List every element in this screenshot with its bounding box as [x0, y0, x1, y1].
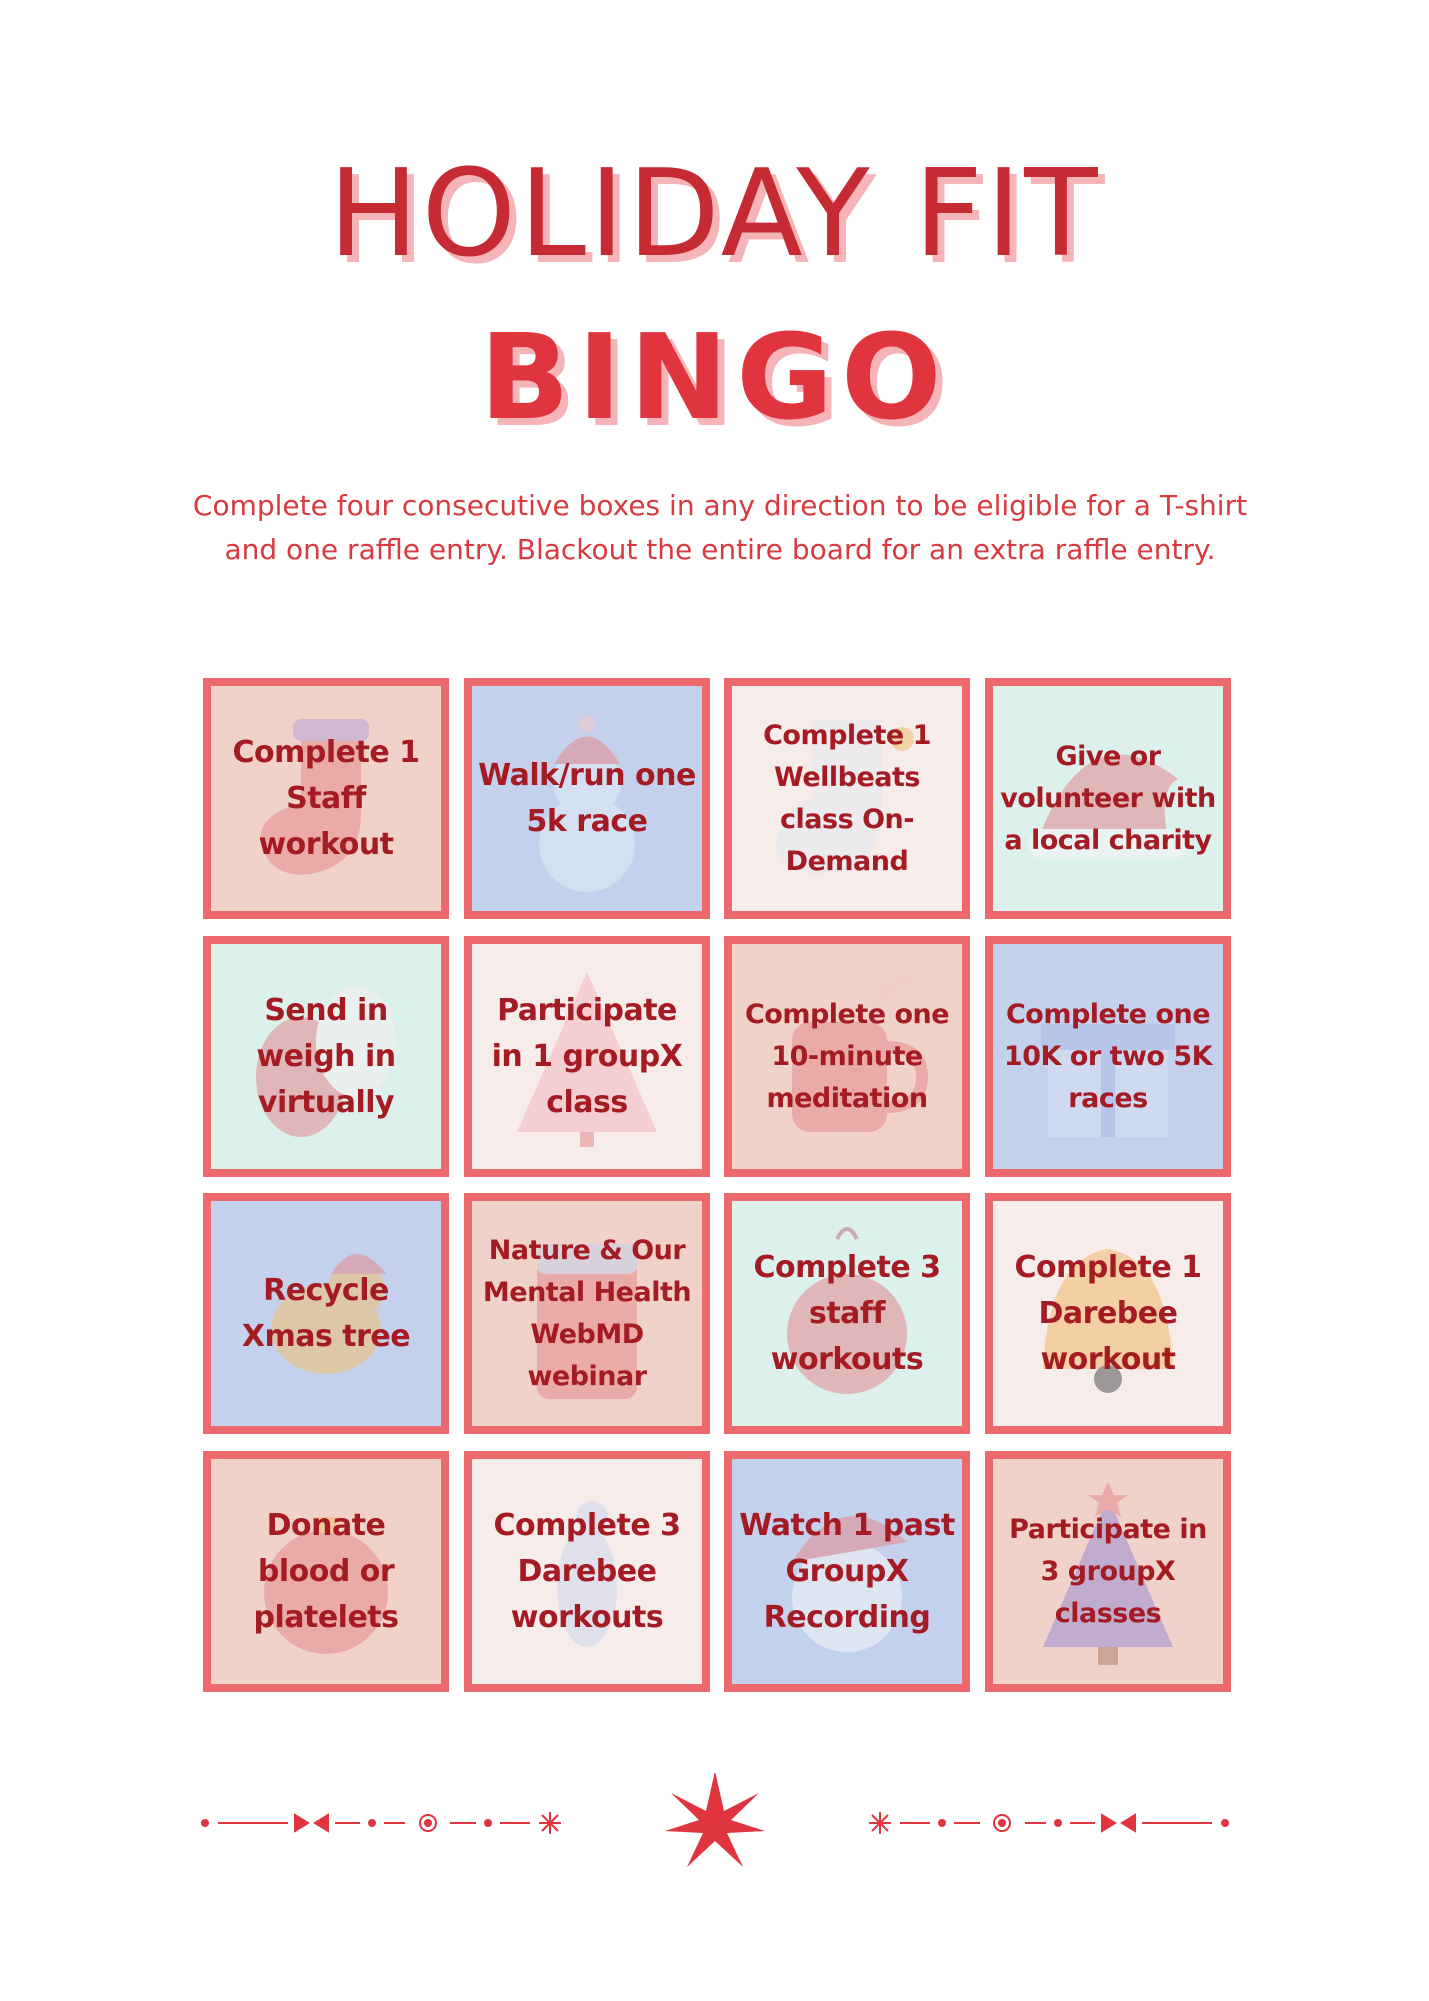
bingo-cell — [985, 1193, 1231, 1434]
bingo-cell-label: Nature & Our Mental Health WebMD webinar — [482, 1234, 692, 1392]
instructions-text: Complete four consecutive boxes in any direction to be eligible for a T-shirt and one raffle entry. Blackout the entire board for an extra raffle entry. — [192, 489, 1248, 566]
bingo-cell — [724, 936, 970, 1177]
bingo-cell-label: Complete 1 Darebee workout — [1014, 1249, 1202, 1377]
bingo-board — [203, 678, 1230, 1692]
bingo-cell — [724, 1193, 970, 1434]
bingo-cell-label: Watch 1 past GroupX Recording — [739, 1507, 955, 1635]
bingo-cell-label: Complete 3 staff workouts — [753, 1249, 941, 1377]
bingo-cell — [203, 936, 449, 1177]
bingo-cell-label: Participate in 1 groupX class — [491, 992, 683, 1120]
bingo-cell-label: Complete 3 Darebee workouts — [493, 1507, 681, 1635]
bingo-cell — [203, 1193, 449, 1434]
bingo-cell — [985, 678, 1231, 919]
bingo-cell-label: Participate in 3 groupX classes — [1009, 1513, 1207, 1629]
bingo-cell — [464, 1451, 710, 1692]
bingo-cell-label: Donate blood or platelets — [253, 1507, 399, 1635]
decorative-divider — [200, 1773, 1230, 1873]
bingo-cell — [985, 936, 1231, 1177]
bingo-cell — [985, 1451, 1231, 1692]
title-holiday-fit: HOLIDAY FIT — [328, 145, 1101, 284]
bingo-cell — [724, 1451, 970, 1692]
bingo-cell-label: Send in weigh in virtually — [256, 992, 396, 1120]
bingo-cell — [724, 678, 970, 919]
bingo-cell — [464, 936, 710, 1177]
bingo-cell-label: Complete one 10-minute meditation — [744, 998, 950, 1114]
bingo-cell-label: Recycle Xmas tree — [241, 1272, 411, 1354]
title-bingo: BINGO — [479, 308, 950, 446]
bingo-cell — [203, 1451, 449, 1692]
bingo-cell — [464, 678, 710, 919]
bingo-cell-label: Complete 1 Wellbeats class On-Demand — [763, 719, 931, 877]
bingo-cell — [464, 1193, 710, 1434]
bingo-cell — [203, 678, 449, 919]
bingo-cell-label: Complete one 10K or two 5K races — [1003, 998, 1213, 1114]
bingo-cell-label: Give or volunteer with a local charity — [1000, 740, 1216, 856]
bingo-cell-label: Walk/run one 5k race — [478, 757, 696, 839]
bingo-cell-label: Complete 1 Staff workout — [232, 734, 420, 862]
